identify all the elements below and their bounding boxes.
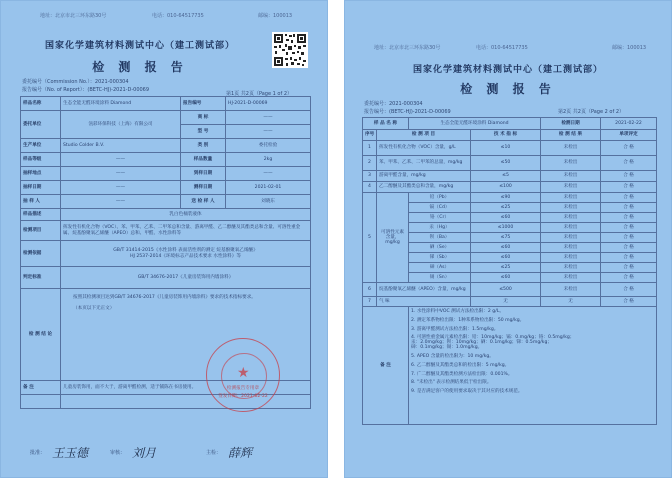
row-spec: ≤60 bbox=[471, 213, 541, 223]
row-grade: 合 格 bbox=[601, 263, 657, 273]
row-grade: 合 格 bbox=[601, 243, 657, 253]
table-row bbox=[363, 297, 657, 307]
value-basis-1: GB/T 31414-2015《水性涂料 表面活性剂的测定 烷基酚聚氧乙烯醚》 bbox=[113, 248, 258, 254]
value-sample-name: 生态全能无醛环境涂料 Diamond bbox=[61, 97, 181, 111]
header-address: 地址：北京市北三环东路30号 bbox=[374, 45, 441, 51]
approver-label: 批准： bbox=[30, 450, 46, 456]
label-test-date: 测样日期 bbox=[181, 181, 226, 195]
note-item: 2. 测定苯系物检出限：1种苯系物检出限：50 mg/kg。 bbox=[411, 317, 525, 323]
label-sampler: 抽 样 人 bbox=[21, 195, 61, 209]
row-grade: 合 格 bbox=[601, 223, 657, 233]
label-blank bbox=[21, 395, 61, 409]
reviewer-label: 审核： bbox=[110, 450, 126, 456]
value-sampler: —— bbox=[61, 195, 181, 209]
report-title: 检 测 报 告 bbox=[460, 82, 556, 96]
row-spec: ≤100 bbox=[471, 182, 541, 193]
star-icon: ★ bbox=[237, 365, 250, 381]
value-quantity: 2kg bbox=[226, 153, 311, 167]
label-sender: 送 检 样 人 bbox=[181, 195, 226, 209]
value-sampling-date: —— bbox=[61, 181, 181, 195]
row-grade: 合 格 bbox=[601, 213, 657, 223]
header-phone: 电话：010-64517735 bbox=[152, 13, 204, 19]
remarks-row bbox=[363, 307, 657, 425]
remarks-notes bbox=[409, 307, 657, 425]
note-item: 4. 可溶性重金属元素检出限：铅：10mg/kg；镉：0.mg/kg；铬：0.5mg/kg； bbox=[411, 335, 575, 341]
col-no: 序号 bbox=[363, 130, 377, 141]
label-sampling-date: 抽样日期 bbox=[21, 181, 61, 195]
results-table bbox=[362, 117, 657, 425]
note-item: 1. 水性涂料中VOC 测试方法检出限：2 g/L。 bbox=[411, 309, 504, 314]
report-number: 报告编号：(BETC-HJ)-2021-D-00069 bbox=[364, 109, 451, 115]
label-quantity: 样品数量 bbox=[181, 153, 226, 167]
row-grade: 合 格 bbox=[601, 283, 657, 297]
value-arrival: —— bbox=[226, 167, 311, 181]
row-item: 挥发性有机化合物（VOC）含量，g/L bbox=[377, 141, 471, 156]
row-spec: ≤10 bbox=[471, 141, 541, 156]
row-result: 未检出 bbox=[541, 203, 601, 213]
report-number: 报告编号（No. of Report）：(BETC-HJ)-2021-D-00069 bbox=[22, 87, 150, 93]
metal-name: 砷（As） bbox=[409, 263, 471, 273]
row-no: 1 bbox=[363, 141, 377, 156]
value-report-code: HJ-2021-D-00069 bbox=[226, 97, 311, 111]
value-test-date: 2021-02-01 bbox=[226, 181, 311, 195]
value-test-date: 2021-02-22 bbox=[601, 118, 657, 130]
column-headers bbox=[363, 130, 657, 141]
report-title: 检 测 报 告 bbox=[92, 60, 188, 74]
commission-number: 委托编号（Commission No.）：2021-000304 bbox=[22, 79, 129, 85]
row-result: 未检出 bbox=[541, 156, 601, 171]
row-item: 气 味 bbox=[377, 297, 471, 307]
label-location: 抽样地点 bbox=[21, 167, 61, 181]
row-spec: ≤25 bbox=[471, 263, 541, 273]
label-appearance: 样品描述 bbox=[21, 209, 61, 221]
row-no: 3 bbox=[363, 171, 377, 182]
metal-name: 硒（Se） bbox=[409, 243, 471, 253]
row-item: 游离甲醛含量，mg/kg bbox=[377, 171, 471, 182]
header-address: 地址：北京市北三环东路30号 bbox=[40, 13, 107, 19]
stamp-name: 检测报告专用章 bbox=[226, 386, 260, 391]
label-arrival: 到样日期 bbox=[181, 167, 226, 181]
note-item: 5. APEO 含量的检出限为：10 mg/kg。 bbox=[411, 353, 494, 359]
row-grade: 合 格 bbox=[601, 141, 657, 156]
label-sample-name: 样品名称 bbox=[21, 97, 61, 111]
label-basis: 检测依据 bbox=[21, 241, 61, 267]
row-no: 5 bbox=[363, 193, 377, 283]
row-spec: ≤90 bbox=[471, 193, 541, 203]
row-item: 乙二醇醚及其酯类总和含量，mg/kg bbox=[377, 182, 471, 193]
row-result: 未检出 bbox=[541, 283, 601, 297]
label-remarks: 备 注 bbox=[363, 307, 409, 425]
metal-name: 钡（Ba） bbox=[409, 233, 471, 243]
metal-name: 镉（Cd） bbox=[409, 203, 471, 213]
label-category: 类 别 bbox=[181, 139, 226, 153]
value-level: —— bbox=[61, 153, 181, 167]
table-row bbox=[363, 193, 657, 203]
value-category: 委托检验 bbox=[226, 139, 311, 153]
row-result: 未检出 bbox=[541, 273, 601, 283]
row-grade: 合 格 bbox=[601, 156, 657, 171]
col-grade: 单项评定 bbox=[601, 130, 657, 141]
row-spec: ≤5 bbox=[471, 171, 541, 182]
label-spec: 型 号 bbox=[181, 125, 226, 139]
value-client: 瓴彩环保科技（上海）有限公司 bbox=[61, 111, 181, 139]
note-item: 6. 乙二醇醚及其酯类总和的检出限：5 mg/kg。 bbox=[411, 362, 510, 368]
metal-name: 铬（Cr） bbox=[409, 213, 471, 223]
row-spec: ≤60 bbox=[471, 243, 541, 253]
note-item: 3. 游离甲醛测试方法检出限：1.5mg/kg。 bbox=[411, 326, 499, 332]
metals-group-label: 可溶性元素含量，mg/kg bbox=[377, 193, 409, 283]
report-page-1 bbox=[0, 0, 328, 478]
header-postcode: 邮编：100013 bbox=[258, 13, 293, 19]
commission-number: 委托编号：2021-000304 bbox=[364, 101, 423, 107]
col-item: 检 测 项 目 bbox=[377, 130, 471, 141]
note-item: 砷：0.1mg/kg；锡：1.0mg/kg。 bbox=[411, 345, 483, 351]
row-spec: ≤60 bbox=[471, 273, 541, 283]
row-grade: 合 格 bbox=[601, 193, 657, 203]
row-grade: 合 格 bbox=[601, 171, 657, 182]
official-stamp bbox=[206, 338, 280, 412]
label-level: 样品等级 bbox=[21, 153, 61, 167]
approver-signature: 王玉德 bbox=[52, 446, 89, 460]
row-spec: ≤75 bbox=[471, 233, 541, 243]
value-items: 挥发性有机化合物（VOC）、苯、甲苯、乙苯、二甲苯总和含量、游离甲醛、乙二醇醚及其酯类总和含量、可溶性重金属、烷基酚聚氧乙烯醚（APEO）总和、甲醛、水性涂料等 bbox=[61, 221, 311, 241]
row-grade: 合 格 bbox=[601, 253, 657, 263]
label-standard: 判定标准 bbox=[21, 267, 61, 289]
qr-code-icon bbox=[272, 32, 308, 68]
tester-label: 主检： bbox=[206, 450, 222, 456]
report-page-2 bbox=[344, 0, 672, 478]
label-items: 检测项目 bbox=[21, 221, 61, 241]
col-result: 检 测 结 果 bbox=[541, 130, 601, 141]
row-result: 未检出 bbox=[541, 182, 601, 193]
header-phone: 电话：010-64517735 bbox=[476, 45, 528, 51]
table-row bbox=[363, 283, 657, 297]
label-sample-name: 样 品 名 称 bbox=[363, 118, 409, 130]
row-no: 7 bbox=[363, 297, 377, 307]
note-item: 9. 是否满足客户的使用要求取决于其对应的技术规范。 bbox=[411, 389, 523, 395]
tester-signature: 薛辉 bbox=[228, 446, 253, 460]
value-basis-2: HJ 2537-2014《环境标志产品技术要求 水性涂料》等 bbox=[130, 253, 241, 259]
row-result: 未检出 bbox=[541, 233, 601, 243]
label-report-code: 报告编号 bbox=[181, 97, 226, 111]
table-row bbox=[363, 171, 657, 182]
value-standard: GB/T 34676-2017《儿童房装饰用内墙涂料》 bbox=[61, 267, 311, 289]
row-grade: 合 格 bbox=[601, 297, 657, 307]
value-location: —— bbox=[61, 167, 181, 181]
row-result: 未检出 bbox=[541, 171, 601, 182]
row-grade: 合 格 bbox=[601, 203, 657, 213]
label-brand: 商 标 bbox=[181, 111, 226, 125]
row-result: 未检出 bbox=[541, 193, 601, 203]
center-title: 国家化学建筑材料测试中心（建工测试部） bbox=[44, 41, 235, 51]
label-manufacturer: 生产单位 bbox=[21, 139, 61, 153]
row-spec: ≤50 bbox=[471, 156, 541, 171]
value-conclusion-end: （本页以下无正文） bbox=[73, 306, 115, 312]
row-no: 6 bbox=[363, 283, 377, 297]
value-sender: 刘晓东 bbox=[226, 195, 311, 209]
row-spec: ≤25 bbox=[471, 203, 541, 213]
row-result: 无 bbox=[541, 297, 601, 307]
row-no: 2 bbox=[363, 156, 377, 171]
row-item: 烷基酚聚氧乙烯醚（APEO）含量，mg/kg bbox=[377, 283, 471, 297]
table-row bbox=[363, 182, 657, 193]
table-row bbox=[363, 156, 657, 171]
value-manufacturer: Studio Colder B.V. bbox=[61, 139, 181, 153]
metal-name: 汞（Hg） bbox=[409, 223, 471, 233]
row-spec: ≤500 bbox=[471, 283, 541, 297]
label-test-date: 检测日期 bbox=[541, 118, 601, 130]
value-brand: —— bbox=[226, 111, 311, 125]
row-result: 未检出 bbox=[541, 263, 601, 273]
row-spec: ≤1000 bbox=[471, 223, 541, 233]
label-client: 委托单位 bbox=[21, 111, 61, 139]
row-result: 未检出 bbox=[541, 141, 601, 156]
row-no: 4 bbox=[363, 182, 377, 193]
row-result: 未检出 bbox=[541, 253, 601, 263]
label-remark: 备 注 bbox=[21, 381, 61, 395]
note-item: 8. "未检出" 表示检测结果低于检出限。 bbox=[411, 380, 492, 386]
reviewer-signature: 刘月 bbox=[132, 446, 157, 460]
row-item: 苯、甲苯、乙苯、二甲苯的总量，mg/kg bbox=[377, 156, 471, 171]
note-item: 汞：2.0mg/kg；钡：10mg/kg；硒：0.1mg/kg；锑：0.5mg/kg； bbox=[411, 340, 552, 346]
header-postcode: 邮编：100013 bbox=[612, 45, 647, 51]
value-spec: —— bbox=[226, 125, 311, 139]
metal-name: 锡（Sn） bbox=[409, 273, 471, 283]
page-info: 第1页 共2页（Page 1 of 2） bbox=[226, 91, 293, 97]
value-remark: 儿童房装饰用，面不大于，游离甲醛检测，适于铺陈在书房使用。 bbox=[61, 381, 311, 395]
value-conclusion: 按照其检测项目达到GB/T 34676-2017《儿童房装饰用内墙涂料》要求的技术指标要求。 bbox=[73, 295, 256, 300]
col-spec: 技 术 指 标 bbox=[471, 130, 541, 141]
value-appearance: 乳白色桶装液体 bbox=[61, 209, 311, 221]
row-result: 未检出 bbox=[541, 243, 601, 253]
row-result: 未检出 bbox=[541, 213, 601, 223]
note-item: 7. 广二醇醚及其酯类检测方法检出限：0.001%。 bbox=[411, 371, 513, 377]
center-title: 国家化学建筑材料测试中心（建工测试部） bbox=[412, 65, 603, 75]
row-grade: 合 格 bbox=[601, 182, 657, 193]
row-grade: 合 格 bbox=[601, 233, 657, 243]
row-spec: 无 bbox=[471, 297, 541, 307]
value-sample-name: 生态全能无醛环境涂料 Diamond bbox=[409, 118, 541, 130]
metal-name: 铅（Pb） bbox=[409, 193, 471, 203]
page-info: 第2页 共2页（Page 2 of 2） bbox=[558, 109, 625, 115]
metal-name: 锑（Sb） bbox=[409, 253, 471, 263]
row-result: 未检出 bbox=[541, 223, 601, 233]
table-row bbox=[363, 141, 657, 156]
stamp-date: 签发日期：2021-02-22 bbox=[218, 394, 268, 399]
row-spec: ≤60 bbox=[471, 253, 541, 263]
label-conclusion: 检 测 结 论 bbox=[21, 289, 61, 381]
row-grade: 合 格 bbox=[601, 273, 657, 283]
